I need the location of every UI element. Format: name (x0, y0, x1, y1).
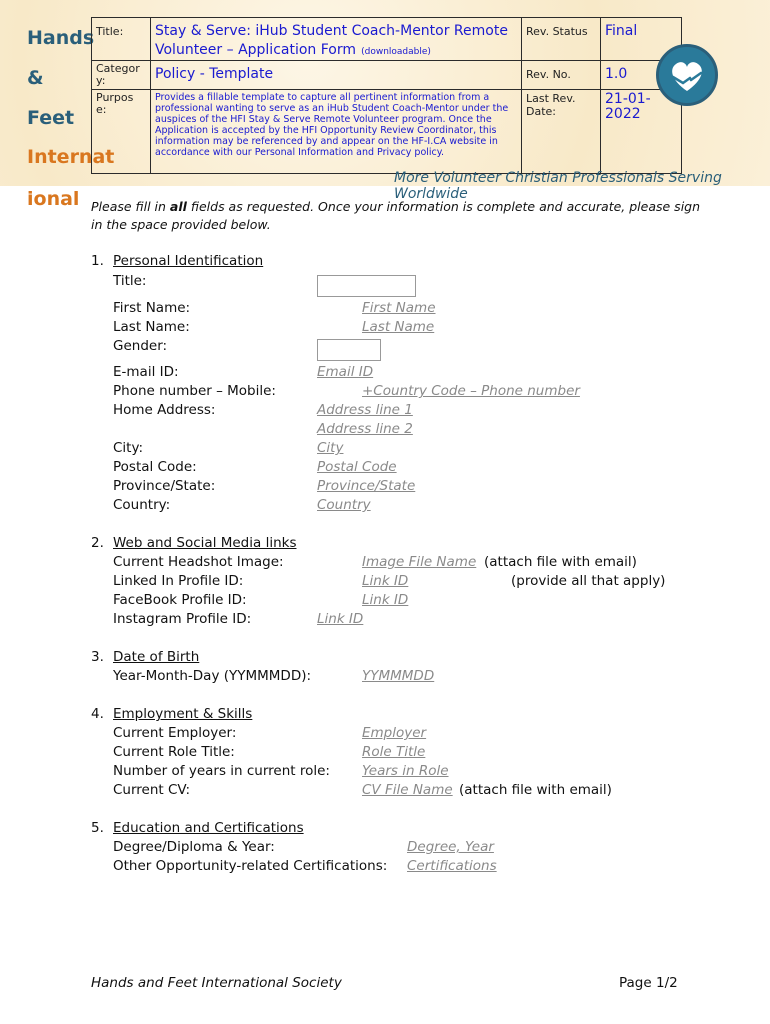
section-1-heading: Personal Identification (113, 253, 264, 269)
document-control-table (91, 17, 682, 174)
country-label: Country: (113, 497, 171, 513)
section-1-number: 1. (91, 253, 104, 269)
certifications-label: Other Opportunity-related Certifications: (113, 858, 388, 874)
title-note: (downloadable) (361, 47, 431, 57)
degree-field[interactable]: Degree, Year (407, 839, 494, 855)
headshot-note: (attach file with email) (484, 554, 637, 570)
last-name-field[interactable]: Last Name (362, 319, 435, 335)
section-5-heading: Education and Certifications (113, 820, 304, 836)
role-field[interactable]: Role Title (362, 744, 426, 760)
title-input[interactable] (317, 275, 416, 297)
rev-no-value: 1.0 (605, 66, 628, 82)
last-name-label: Last Name: (113, 319, 190, 335)
years-field[interactable]: Years in Role (362, 763, 449, 779)
email-label: E-mail ID: (113, 364, 179, 380)
instagram-label: Instagram Profile ID: (113, 611, 252, 627)
section-2-heading: Web and Social Media links (113, 535, 297, 551)
postal-code-label: Postal Code: (113, 459, 197, 475)
facebook-field[interactable]: Link ID (362, 592, 409, 608)
role-label: Current Role Title: (113, 744, 235, 760)
instagram-field[interactable]: Link ID (317, 611, 364, 627)
city-label: City: (113, 440, 144, 456)
certifications-field[interactable]: Certifications (407, 858, 497, 874)
section-5-number: 5. (91, 820, 104, 836)
category-value: Policy - Template (155, 66, 274, 82)
hands-heart-logo-icon (656, 44, 718, 106)
dob-field[interactable]: YYMMMDD (362, 668, 435, 684)
province-label: Province/State: (113, 478, 216, 494)
last-rev-label-cell (522, 90, 601, 174)
province-field[interactable]: Province/State (317, 478, 416, 494)
employer-field[interactable]: Employer (362, 725, 427, 741)
org-name-line-1: Hands (27, 27, 95, 49)
title-value-cell (151, 18, 522, 61)
cv-field[interactable]: CV File Name (362, 782, 453, 798)
title-label-field: Title: (113, 273, 147, 289)
instructions-bold: all (169, 199, 187, 214)
email-field[interactable]: Email ID (317, 364, 374, 380)
footer-org-name: Hands and Feet International Society (91, 975, 342, 991)
city-field[interactable]: City (317, 440, 344, 456)
document-title: Stay & Serve: iHub Student Coach-Mentor Remote Volunteer – Application Form (155, 23, 508, 58)
last-rev-label: Last Rev. Date: (526, 92, 576, 118)
purpose-value-cell (151, 90, 522, 174)
employer-label: Current Employer: (113, 725, 237, 741)
instructions-before: Please fill in (91, 199, 170, 214)
section-3-number: 3. (91, 649, 104, 665)
postal-code-field[interactable]: Postal Code (317, 459, 397, 475)
country-field[interactable]: Country (317, 497, 371, 513)
cv-note: (attach file with email) (459, 782, 612, 798)
title-label: Title: (96, 25, 124, 38)
headshot-field[interactable]: Image File Name (362, 554, 477, 570)
degree-label: Degree/Diploma & Year: (113, 839, 275, 855)
page-number: Page 1/2 (619, 975, 678, 991)
instructions (91, 198, 711, 234)
gender-label: Gender: (113, 338, 168, 354)
section-4-heading: Employment & Skills (113, 706, 253, 722)
phone-label: Phone number – Mobile: (113, 383, 276, 399)
org-name-line-2: & (27, 67, 44, 89)
title-label-cell (92, 18, 151, 61)
rev-status-label: Rev. Status (526, 25, 588, 38)
purpose-label: Purpose: (96, 91, 134, 116)
section-4-number: 4. (91, 706, 104, 722)
facebook-label: FaceBook Profile ID: (113, 592, 247, 608)
address-line-2-field[interactable]: Address line 2 (317, 421, 413, 437)
rev-no-label: Rev. No. (526, 68, 571, 81)
dob-label: Year-Month-Day (YYMMMDD): (113, 668, 312, 684)
linkedin-label: Linked In Profile ID: (113, 573, 244, 589)
years-label: Number of years in current role: (113, 763, 330, 779)
address-line-1-field[interactable]: Address line 1 (317, 402, 413, 418)
last-rev-value: 21-01-2022 (605, 91, 651, 122)
gender-input[interactable] (317, 339, 381, 361)
rev-no-label-cell (522, 61, 601, 90)
linkedin-field[interactable]: Link ID (362, 573, 409, 589)
rev-status-label-cell (522, 18, 601, 61)
first-name-field[interactable]: First Name (362, 300, 436, 316)
purpose-label-cell (92, 90, 151, 174)
phone-field[interactable]: +Country Code – Phone number (362, 383, 580, 399)
org-name-line-3: Feet (27, 107, 75, 129)
first-name-label: First Name: (113, 300, 191, 316)
section-2-number: 2. (91, 535, 104, 551)
tagline: More Volunteer Christian Professionals Serving Worldwide (394, 170, 722, 202)
section-3-heading: Date of Birth (113, 649, 200, 665)
rev-status-value: Final (605, 23, 638, 39)
category-value-cell (151, 61, 522, 90)
address-label: Home Address: (113, 402, 216, 418)
org-name-line-4: Internat (27, 146, 115, 168)
instructions-after: fields as requested. Once your information is complete and accurate, please sign in the space provided below. (91, 199, 701, 232)
linkedin-note: (provide all that apply) (511, 573, 666, 589)
headshot-label: Current Headshot Image: (113, 554, 284, 570)
category-label: Category: (96, 62, 140, 87)
category-label-cell (92, 61, 151, 90)
purpose-value: Provides a fillable template to capture all pertinent information from a professional wanting to serve as an iHub Student Coach-Mentor under the auspices of the HFI Stay & Serve Remote Volunteer program. Once the Application is accepted by the HFI Opportunity Review Coordinator, this information may be referenced by and appear on the HF-I.CA website in accordance with our Personal Information and Privacy policy. (155, 92, 509, 158)
cv-label: Current CV: (113, 782, 191, 798)
org-name-line-5: ional (27, 188, 80, 210)
